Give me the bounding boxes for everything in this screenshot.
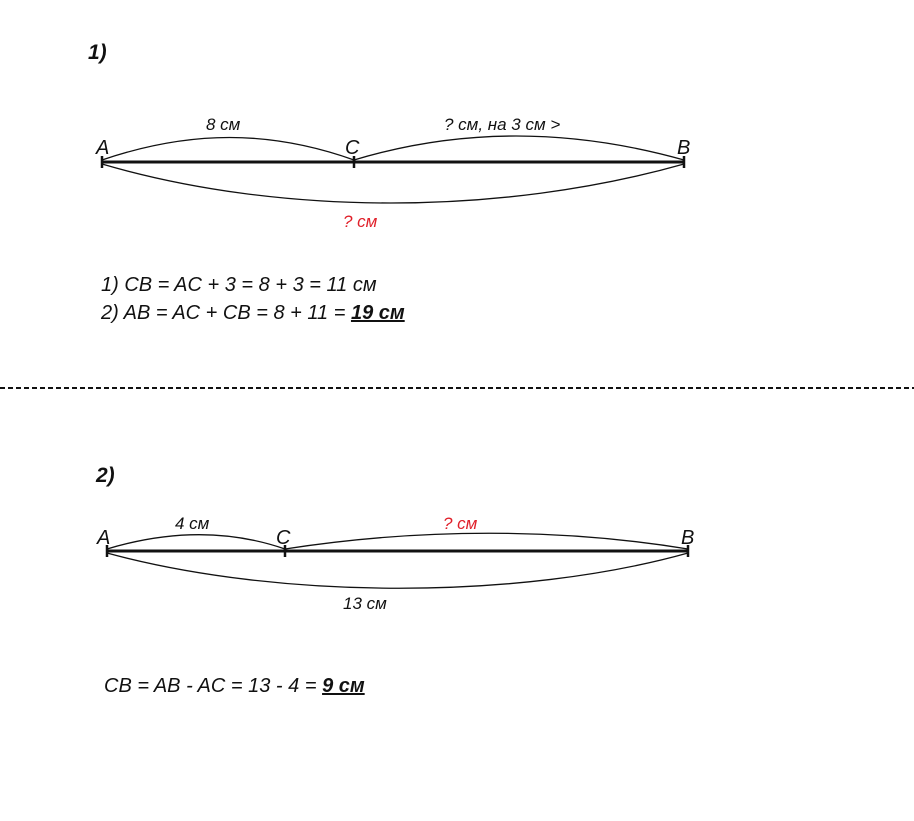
segment-cb-length-2: ? см bbox=[443, 514, 478, 533]
solution-step-1: 1) CB = AC + 3 = 8 + 3 = 11 см bbox=[101, 274, 377, 296]
point-a-label-2: A bbox=[97, 527, 111, 549]
problem-2 bbox=[95, 464, 694, 697]
brace-cb-2 bbox=[285, 533, 688, 549]
point-c-label: C bbox=[345, 137, 360, 159]
brace-ab-2 bbox=[107, 553, 688, 588]
solution-step-2 bbox=[100, 302, 405, 324]
segment-cb-length: ? см, на 3 см > bbox=[444, 115, 561, 134]
solution-2 bbox=[104, 675, 365, 697]
problem-1 bbox=[88, 41, 690, 324]
segment-ab-length: ? см bbox=[343, 212, 378, 231]
solution-1-answer: 19 см bbox=[350, 302, 405, 324]
problem-1-number: 1) bbox=[88, 41, 107, 64]
point-a-label: A bbox=[96, 137, 110, 159]
brace-ab bbox=[102, 164, 684, 203]
point-b-label: B bbox=[677, 137, 691, 159]
brace-ac-2 bbox=[107, 535, 285, 549]
segment-ac-length: 8 см bbox=[206, 115, 241, 134]
point-b-label-2: B bbox=[681, 527, 695, 549]
solution-step-2-expression: 2) AB = AC + CB = 8 + 11 = bbox=[101, 302, 351, 324]
brace-ac bbox=[102, 138, 354, 161]
solution-2-expression: CB = AB - AC = 13 - 4 = bbox=[104, 675, 323, 697]
problem-2-number: 2) bbox=[96, 464, 115, 487]
segment-ab-length-2: 13 см bbox=[343, 594, 387, 613]
segment-ac-length-2: 4 см bbox=[175, 514, 210, 533]
solution-2-answer: 9 см bbox=[322, 675, 365, 697]
point-c-label-2: C bbox=[276, 527, 291, 549]
brace-cb bbox=[354, 136, 684, 160]
